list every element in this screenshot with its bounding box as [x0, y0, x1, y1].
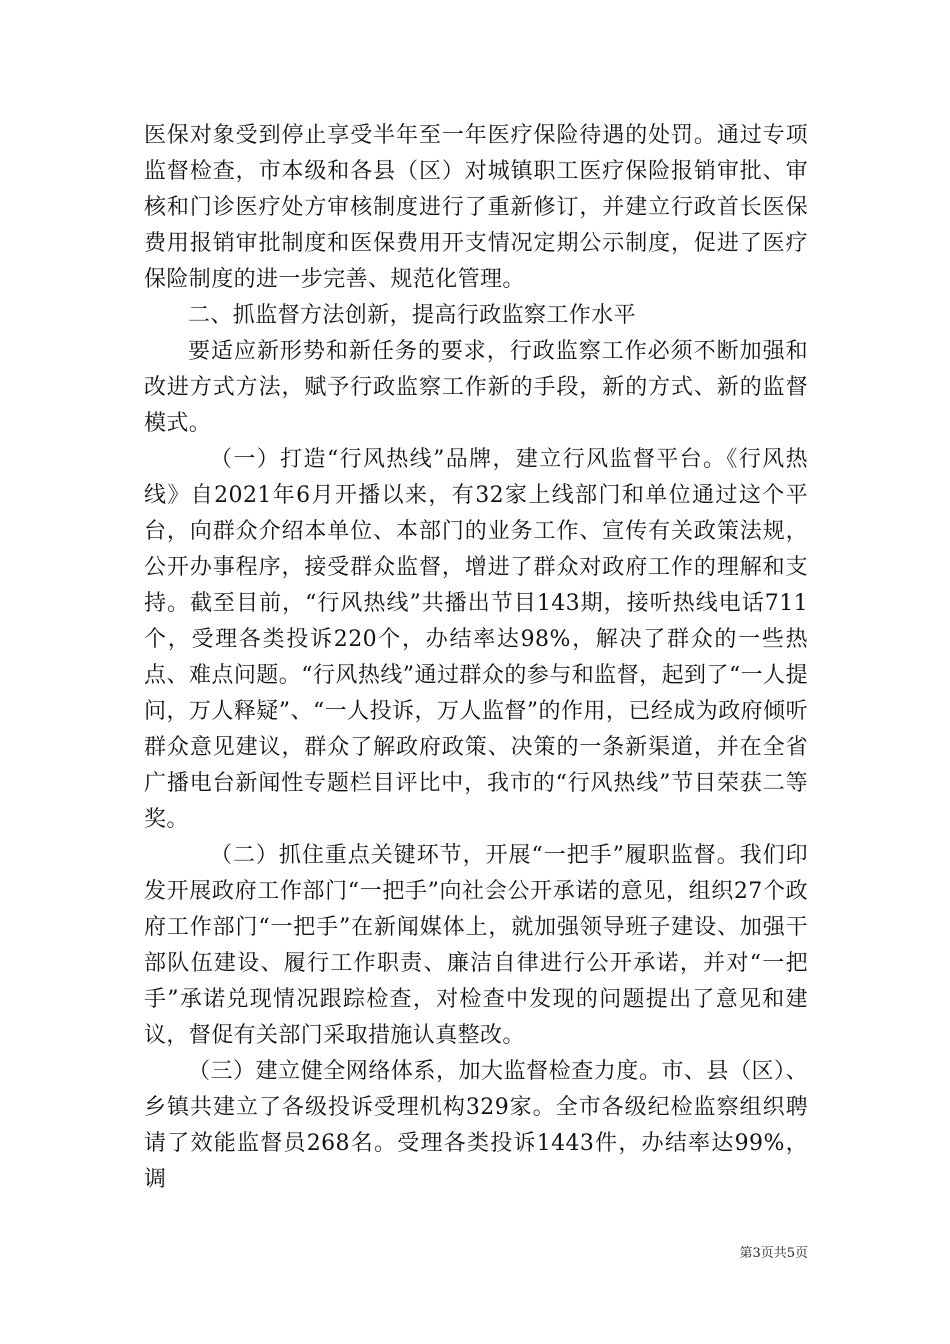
paragraph-network-system: （三）建立健全网络体系，加大监督检查力度。市、县（区）、乡镇共建立了各级投诉受理机构329家。全市各级纪检监察组织聘请了效能监督员268名。受理各类投诉1443件，办结率达99%，调 [144, 1059, 808, 1192]
document-body [144, 118, 808, 1198]
section-heading: 二、抓监督方法创新，提高行政监察工作水平 [188, 303, 637, 328]
paragraph-intro: 要适应新形势和新任务的要求，行政监察工作必须不断加强和改进方式方法，赋予行政监察工作新的手段，新的方式、新的监督模式。 [144, 339, 808, 436]
paragraph-leader-supervision: （二）抓住重点关键环节，开展“一把手”履职监督。我们印发开展政府工作部门“一把手”向社会公开承诺的意见，组织27个政府工作部门“一把手”在新闻媒体上，就加强领导班子建设、加强干部队伍建设、履行工作职责、廉洁自律进行公开承诺，并对“一把手”承诺兑现情况跟踪检查，对检查中发现的问题提出了意见和建议，督促有关部门采取措施认真整改。 [144, 843, 808, 1048]
paragraph-hotline: （一）打造“行风热线”品牌，建立行风监督平台。《行风热线》自2021年6月开播以来，有32家上线部门和单位通过这个平台，向群众介绍本单位、本部门的业务工作、宣传有关政策法规，公开办事程序，接受群众监督，增进了群众对政府工作的理解和支持。截至目前，“行风热线”共播出节目143期，接听热线电话711个，受理各类投诉220个，办结率达98%，解决了群众的一些热点、难点问题。“行风热线”通过群众的参与和监督，起到了“一人提问，万人释疑”、“一人投诉，万人监督”的作用，已经成为政府倾听群众意见建议，群众了解政府政策、决策的一条新渠道，并在全省广播电台新闻性专题栏目评比中，我市的“行风热线”节目荣获二等奖。 [144, 447, 808, 832]
page-number: 第3页共5页 [739, 1246, 808, 1261]
paragraph-medical-insurance: 医保对象受到停止享受半年至一年医疗保险待遇的处罚。通过专项监督检查，市本级和各县（区）对城镇职工医疗保险报销审批、审核和门诊医疗处方审核制度进行了重新修订，并建立行政首长医保费用报销审批制度和医保费用开支情况定期公示制度，促进了医疗保险制度的进一步完善、规范化管理。 [144, 123, 808, 292]
